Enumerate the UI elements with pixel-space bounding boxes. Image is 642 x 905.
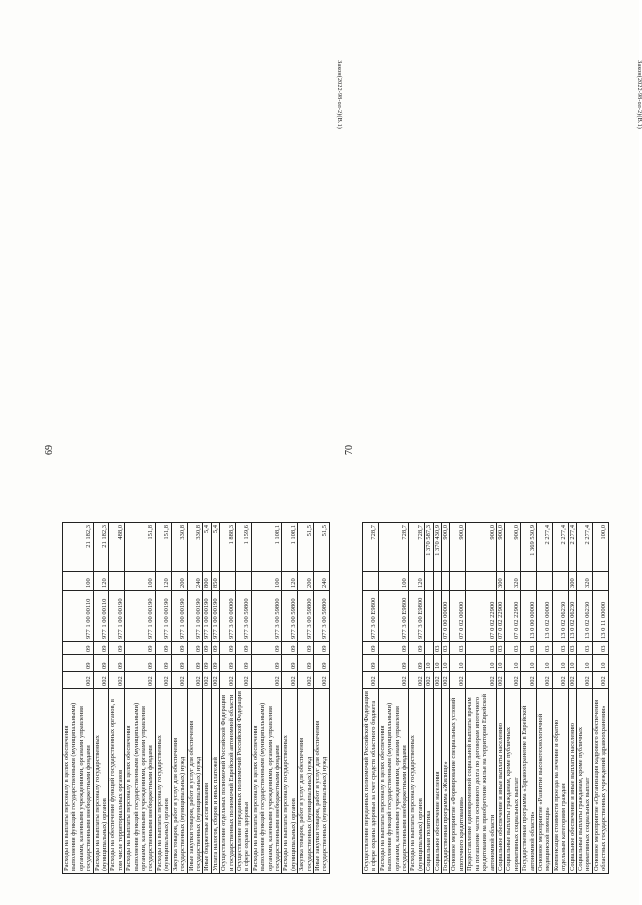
table-row	[409, 523, 425, 874]
table-row	[552, 523, 568, 874]
row-subsection-code: 09	[314, 642, 330, 655]
row-description: Расходы на выплаты персоналу государственных (муниципальных) органов	[93, 689, 109, 874]
row-expense-type: 850	[211, 572, 219, 591]
row-ved-code: 002	[378, 672, 409, 689]
row-subsection-code: 09	[63, 642, 94, 655]
page-number: 70	[344, 445, 355, 455]
row-ved-code: 002	[576, 672, 592, 689]
row-ved-code: 002	[93, 672, 109, 689]
row-amount: 488,0	[109, 523, 125, 572]
row-expense-type	[433, 572, 441, 591]
row-amount: 728,7	[378, 523, 409, 572]
table-row	[433, 523, 441, 874]
row-subsection-code: 03	[552, 642, 568, 655]
row-section-code: 09	[109, 655, 125, 672]
row-description: Расходы на выплаты персоналу в целях обеспечения выполнения функций государственными (муниципальными) органами, казенными учреждениями, органами управления государственными внебюджетными фондами	[378, 689, 409, 874]
row-subsection-code: 09	[282, 642, 298, 655]
row-target-article: 07 0 02 22900	[466, 591, 497, 642]
row-section-code: 10	[450, 655, 466, 672]
row-section-code: 09	[187, 655, 203, 672]
row-section-code: 10	[521, 655, 537, 672]
table-row	[171, 523, 187, 874]
row-ved-code: 002	[171, 672, 187, 689]
row-ved-code: 002	[442, 672, 450, 689]
row-target-article: 977 1 00 00190	[187, 591, 203, 642]
row-amount: 21 182,3	[93, 523, 109, 572]
row-description: Расходы на выплаты персоналу государственных (муниципальных) органов	[282, 689, 298, 874]
row-expense-type: 100	[378, 572, 409, 591]
row-subsection-code: 09	[298, 642, 314, 655]
row-ved-code: 002	[425, 672, 433, 689]
row-target-article: 977 3 00 00000	[220, 591, 236, 642]
row-target-article: 977 1 00 00190	[211, 591, 219, 642]
row-amount: 900,0	[442, 523, 450, 572]
row-subsection-code: 09	[409, 642, 425, 655]
row-target-article: 07 0 02 22900	[505, 591, 521, 642]
row-section-code: 09	[171, 655, 187, 672]
row-section-code: 09	[125, 655, 156, 672]
table-row	[282, 523, 298, 874]
row-ved-code: 002	[203, 672, 211, 689]
row-expense-type: 200	[298, 572, 314, 591]
table-row	[314, 523, 330, 874]
row-amount: 1 369 530,9	[521, 523, 537, 572]
row-amount: 151,8	[125, 523, 156, 572]
row-subsection-code: 03	[568, 642, 576, 655]
table-row	[187, 523, 203, 874]
row-expense-type: 100	[251, 572, 282, 591]
row-ved-code: 002	[155, 672, 171, 689]
row-expense-type: 800	[203, 572, 211, 591]
row-subsection-code: 09	[171, 642, 187, 655]
row-section-code: 10	[592, 655, 608, 672]
page-69	[40, 20, 340, 880]
row-description: Основное мероприятие «Формирование специальных условий ипотечного кредитования»	[450, 689, 466, 874]
row-section-code: 09	[314, 655, 330, 672]
row-subsection-code: 09	[109, 642, 125, 655]
row-ved-code: 002	[220, 672, 236, 689]
row-description: Государственная программа «Здравоохранение в Еврейской автономной области»	[521, 689, 537, 874]
row-amount: 1 108,1	[251, 523, 282, 572]
table-row	[450, 523, 466, 874]
row-ved-code: 002	[314, 672, 330, 689]
row-description: Компенсация стоимости проезда на лечение и обратно отдельным категориям граждан	[552, 689, 568, 874]
table-row	[93, 523, 109, 874]
row-description: Закупка товаров, работ и услуг для обеспечения государственных (муниципальных) нужд	[298, 689, 314, 874]
row-amount: 330,8	[187, 523, 203, 572]
row-section-code: 09	[220, 655, 236, 672]
row-subsection-code: 03	[442, 642, 450, 655]
row-amount: 2 277,4	[552, 523, 568, 572]
table-row	[576, 523, 592, 874]
table-row	[125, 523, 156, 874]
row-subsection-code: 09	[125, 642, 156, 655]
row-section-code: 09	[93, 655, 109, 672]
row-description: Государственная программа «Жилище»	[442, 689, 450, 874]
row-amount: 900,0	[505, 523, 521, 572]
row-subsection-code: 03	[536, 642, 552, 655]
row-target-article: 977 3 00 59800	[251, 591, 282, 642]
row-ved-code: 002	[521, 672, 537, 689]
row-amount: 21 182,3	[63, 523, 94, 572]
row-subsection-code: 03	[576, 642, 592, 655]
row-amount: 2 277,4	[536, 523, 552, 572]
row-ved-code: 002	[187, 672, 203, 689]
row-expense-type: 300	[496, 572, 504, 591]
row-ved-code: 002	[235, 672, 251, 689]
row-target-article: 13 0 00 00000	[521, 591, 537, 642]
table-row	[466, 523, 497, 874]
row-subsection-code: 03	[505, 642, 521, 655]
row-section-code: 09	[298, 655, 314, 672]
row-target-article: 977 1 00 00110	[93, 591, 109, 642]
row-amount: 1 159,6	[235, 523, 251, 572]
row-description: Расходы на выплаты персоналу в целях обеспечения выполнения функций государственными (муниципальными) органами, казенными учреждениями, органами управления государственными внебюджетными фондами	[251, 689, 282, 874]
row-ved-code: 002	[251, 672, 282, 689]
row-section-code: 09	[363, 655, 379, 672]
row-target-article: 13 0 02 06230	[552, 591, 568, 642]
table-row	[536, 523, 552, 874]
page-number: 69	[44, 445, 55, 455]
row-subsection-code	[425, 642, 433, 655]
row-description: Расходы на выплаты персоналу государственных (муниципальных) органов	[409, 689, 425, 874]
table-row	[220, 523, 236, 874]
row-target-article: 07 0 02 22900	[496, 591, 504, 642]
row-target-article: 977 3 00 Е9800	[409, 591, 425, 642]
row-description: Осуществление отдельных полномочий Российской Федерации и государственных полномочий Еврейской автономной области	[220, 689, 236, 874]
row-expense-type: 120	[282, 572, 298, 591]
row-description: Расходы на выплаты персоналу в целях обеспечения выполнения функций государственными (муниципальными) органами, казенными учреждениями, органами управления государственными внебюджетными фондами	[125, 689, 156, 874]
row-target-article	[433, 591, 441, 642]
table-row	[378, 523, 409, 874]
page-70	[340, 20, 640, 880]
row-section-code: 10	[433, 655, 441, 672]
row-ved-code: 002	[409, 672, 425, 689]
row-section-code: 10	[568, 655, 576, 672]
row-section-code: 10	[442, 655, 450, 672]
row-expense-type	[363, 572, 379, 591]
table-row	[203, 523, 211, 874]
row-target-article: 977 3 00 Е9800	[363, 591, 379, 642]
row-description: Осуществление переданных полномочий Российской Федерации в сфере охраны здоровья	[235, 689, 251, 874]
row-target-article: 977 1 00 00190	[155, 591, 171, 642]
row-section-code: 10	[505, 655, 521, 672]
table-row	[592, 523, 608, 874]
row-description: Осуществление переданных полномочий Российской Федерации в сфере охраны здоровья за счет средств областного бюджета	[363, 689, 379, 874]
row-amount: 1 370 587,3	[425, 523, 433, 572]
row-expense-type: 120	[93, 572, 109, 591]
row-target-article: 977 3 00 Е9800	[378, 591, 409, 642]
row-section-code: 10	[536, 655, 552, 672]
row-amount: 2 277,4	[576, 523, 592, 572]
row-expense-type: 200	[171, 572, 187, 591]
table-row	[63, 523, 94, 874]
row-target-article: 977 1 00 00190	[109, 591, 125, 642]
footer-code: Закон(2022-98-ол-2)(В.1)	[336, 60, 342, 129]
row-expense-type	[536, 572, 552, 591]
budget-table	[62, 522, 330, 874]
row-section-code: 09	[251, 655, 282, 672]
table-row	[155, 523, 171, 874]
row-amount: 1 888,3	[220, 523, 236, 572]
row-subsection-code: 09	[363, 642, 379, 655]
table-row	[363, 523, 379, 874]
row-description: Иные бюджетные ассигнования	[203, 689, 211, 874]
row-ved-code: 002	[433, 672, 441, 689]
table-row	[505, 523, 521, 874]
row-description: Социальная политика	[425, 689, 433, 874]
row-subsection-code: 09	[203, 642, 211, 655]
row-amount: 900,0	[450, 523, 466, 572]
row-amount: 51,5	[298, 523, 314, 572]
row-expense-type: 120	[155, 572, 171, 591]
row-section-code: 09	[155, 655, 171, 672]
row-amount: 1 370 430,9	[433, 523, 441, 572]
row-expense-type: 100	[125, 572, 156, 591]
table-row	[568, 523, 576, 874]
row-target-article	[425, 591, 433, 642]
row-expense-type: 100	[63, 572, 94, 591]
row-expense-type	[450, 572, 466, 591]
row-expense-type: 240	[187, 572, 203, 591]
row-expense-type: 320	[576, 572, 592, 591]
row-ved-code: 002	[282, 672, 298, 689]
table-row	[521, 523, 537, 874]
row-expense-type	[466, 572, 497, 591]
row-ved-code: 002	[63, 672, 94, 689]
row-subsection-code: 03	[521, 642, 537, 655]
row-amount: 151,8	[155, 523, 171, 572]
row-section-code: 10	[496, 655, 504, 672]
row-target-article: 977 3 00 59800	[298, 591, 314, 642]
row-expense-type: 320	[505, 572, 521, 591]
row-expense-type	[521, 572, 537, 591]
row-target-article: 977 1 00 00190	[171, 591, 187, 642]
footer-code: Закон(2022-98-ол-2)(В.1)	[636, 60, 642, 129]
row-description: Социальные выплаты гражданам, кроме публичных нормативных социальных выплат	[505, 689, 521, 874]
row-subsection-code: 09	[220, 642, 236, 655]
row-ved-code: 002	[552, 672, 568, 689]
row-description: Уплата налогов, сборов и иных платежей	[211, 689, 219, 874]
row-ved-code: 002	[466, 672, 497, 689]
table-row	[442, 523, 450, 874]
row-subsection-code: 03	[466, 642, 497, 655]
row-subsection-code: 09	[235, 642, 251, 655]
row-ved-code: 002	[536, 672, 552, 689]
row-amount: 100,0	[592, 523, 608, 572]
row-expense-type	[109, 572, 125, 591]
row-description: Расходы на выплаты персоналу государственных (муниципальных) органов	[155, 689, 171, 874]
row-target-article: 13 0 02 06230	[568, 591, 576, 642]
table-row	[496, 523, 504, 874]
row-subsection-code: 03	[450, 642, 466, 655]
row-amount: 330,8	[171, 523, 187, 572]
row-section-code: 09	[211, 655, 219, 672]
row-expense-type	[552, 572, 568, 591]
row-ved-code: 002	[363, 672, 379, 689]
table-row	[109, 523, 125, 874]
row-expense-type	[220, 572, 236, 591]
row-amount: 2 277,4	[568, 523, 576, 572]
row-ved-code: 002	[109, 672, 125, 689]
row-description: Социальные выплаты гражданам, кроме публичных нормативных социальных выплат	[576, 689, 592, 874]
row-target-article: 07 0 00 00000	[442, 591, 450, 642]
row-section-code: 10	[552, 655, 568, 672]
row-amount: 900,0	[496, 523, 504, 572]
row-expense-type: 300	[568, 572, 576, 591]
row-section-code: 10	[576, 655, 592, 672]
row-description: Социальное обеспечение и иные выплаты населению	[568, 689, 576, 874]
row-amount: 51,5	[314, 523, 330, 572]
row-amount: 900,0	[466, 523, 497, 572]
row-description: Социальное обеспечение и иные выплаты населению	[496, 689, 504, 874]
row-target-article: 977 3 00 59800	[282, 591, 298, 642]
row-expense-type	[425, 572, 433, 591]
row-subsection-code: 03	[433, 642, 441, 655]
row-subsection-code: 09	[155, 642, 171, 655]
row-ved-code: 002	[496, 672, 504, 689]
row-subsection-code: 09	[378, 642, 409, 655]
row-expense-type	[235, 572, 251, 591]
row-expense-type	[592, 572, 608, 591]
row-description: Иные закупки товаров, работ и услуг для обеспечения государственных (муниципальных) нужд	[314, 689, 330, 874]
row-section-code: 10	[425, 655, 433, 672]
row-description: Основное мероприятие «Организация кадрового обеспечения областных государственных учреждений здравоохранения»	[592, 689, 608, 874]
row-section-code: 09	[235, 655, 251, 672]
row-target-article: 13 0 11 00000	[592, 591, 608, 642]
row-description: Предоставление единовременной социальной выплаты врачам на погашение части основного долга по договорам ипотечного кредитования на приобретение жилья на территории Еврейской автономной области	[466, 689, 497, 874]
table-row	[298, 523, 314, 874]
row-section-code: 09	[282, 655, 298, 672]
row-section-code: 09	[409, 655, 425, 672]
row-target-article: 977 1 00 00110	[63, 591, 94, 642]
row-description: Социальное обеспечение населения	[433, 689, 441, 874]
table-row	[211, 523, 219, 874]
row-target-article: 977 3 00 59800	[235, 591, 251, 642]
row-ved-code: 002	[505, 672, 521, 689]
table-row	[251, 523, 282, 874]
row-amount: 728,7	[363, 523, 379, 572]
row-description: Закупка товаров, работ и услуг для обеспечения государственных (муниципальных) нужд	[171, 689, 187, 874]
row-section-code: 09	[63, 655, 94, 672]
row-amount: 1 108,1	[282, 523, 298, 572]
row-description: Расходы на выплаты персоналу в целях обеспечения выполнения функций государственными (муниципальными) органами, казенными учреждениями, органами управления государственными внебюджетными фондами	[63, 689, 94, 874]
row-expense-type	[442, 572, 450, 591]
row-target-article: 13 0 02 00000	[536, 591, 552, 642]
row-section-code: 09	[203, 655, 211, 672]
row-description: Иные закупки товаров, работ и услуг для обеспечения государственных (муниципальных) нужд	[187, 689, 203, 874]
row-ved-code: 002	[125, 672, 156, 689]
row-ved-code: 002	[568, 672, 576, 689]
row-ved-code: 002	[450, 672, 466, 689]
row-description: Расходы на обеспечение функций государственных органов, в том числе территориальных органов	[109, 689, 125, 874]
row-section-code: 10	[466, 655, 497, 672]
row-subsection-code: 03	[496, 642, 504, 655]
row-amount: 5,4	[203, 523, 211, 572]
row-subsection-code: 09	[187, 642, 203, 655]
row-target-article: 07 0 02 00000	[450, 591, 466, 642]
row-amount: 728,7	[409, 523, 425, 572]
row-subsection-code: 09	[93, 642, 109, 655]
row-amount: 5,4	[211, 523, 219, 572]
row-target-article: 13 0 02 06230	[576, 591, 592, 642]
table-row	[425, 523, 433, 874]
row-expense-type: 240	[314, 572, 330, 591]
row-target-article: 977 3 00 59800	[314, 591, 330, 642]
row-ved-code: 002	[298, 672, 314, 689]
row-target-article: 977 1 00 00190	[203, 591, 211, 642]
row-ved-code: 002	[211, 672, 219, 689]
row-subsection-code: 09	[251, 642, 282, 655]
row-expense-type: 120	[409, 572, 425, 591]
table-row	[235, 523, 251, 874]
budget-table	[362, 522, 609, 874]
row-description: Основное мероприятие «Развитие высокотехнологичной медицинской помощи»	[536, 689, 552, 874]
row-target-article: 977 1 00 00190	[125, 591, 156, 642]
row-subsection-code: 09	[211, 642, 219, 655]
row-ved-code: 002	[592, 672, 608, 689]
row-subsection-code: 03	[592, 642, 608, 655]
row-section-code: 09	[378, 655, 409, 672]
